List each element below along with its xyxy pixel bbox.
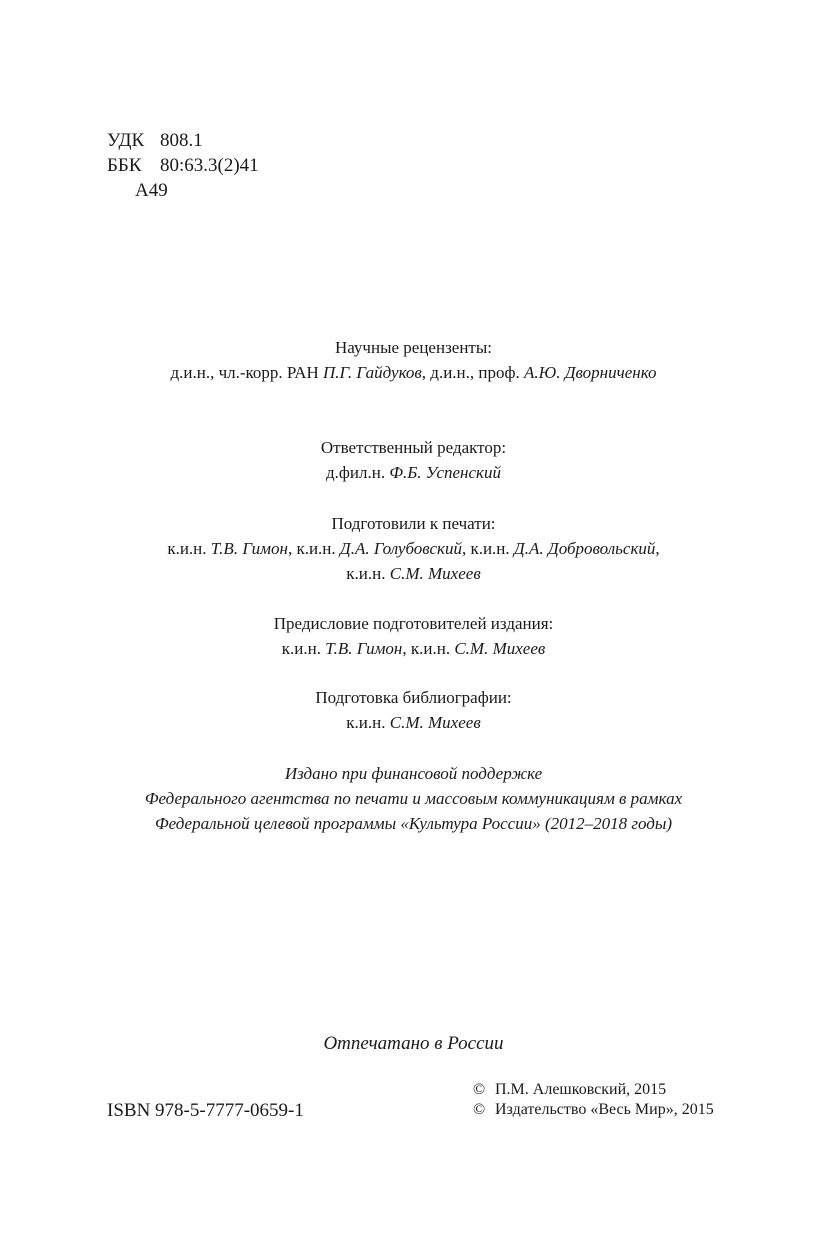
reviewers-degree-1: д.и.н., чл.-корр. РАН xyxy=(170,363,319,382)
bibliography-degree: к.и.н. xyxy=(346,713,386,732)
preface-line xyxy=(0,637,827,661)
udk-label: УДК xyxy=(107,130,145,151)
author-mark: А49 xyxy=(135,180,168,201)
printed-in: Отпечатано в России xyxy=(323,1033,504,1054)
editor-heading: Ответственный редактор: xyxy=(320,438,507,457)
reviewer-name-2: А.Ю. Дворниченко xyxy=(524,363,657,382)
reviewers-heading: Научные рецензенты: xyxy=(334,338,493,357)
prepared-name-1: Т.В. Гимон xyxy=(210,539,288,558)
reviewers-separator: , д.и.н., проф. xyxy=(421,363,520,382)
preface-name-2: С.М. Михеев xyxy=(454,639,546,658)
bbk-label: ББК xyxy=(107,155,142,176)
preface-heading: Предисловие подготовителей издания: xyxy=(273,614,554,633)
editor-name: Ф.Б. Успенский xyxy=(389,463,501,482)
prepared-name-3: Д.А. Добровольский xyxy=(513,539,656,558)
support-line-3: Федеральной целевой программы «Культура России» (2012–2018 годы) xyxy=(154,814,673,833)
prepared-name-4: С.М. Михеев xyxy=(389,564,481,583)
bibliography-line xyxy=(0,711,827,735)
isbn: ISBN 978-5-7777-0659-1 xyxy=(107,1100,304,1121)
preface-degree-1: к.и.н. xyxy=(281,639,321,658)
editor-line xyxy=(0,461,827,485)
reviewer-name-1: П.Г. Гайдуков xyxy=(323,363,422,382)
prepared-degree-3: , к.и.н. xyxy=(461,539,510,558)
preface-name-1: Т.В. Гимон xyxy=(325,639,403,658)
copyright-icon: © xyxy=(473,1101,486,1118)
copyright-publisher: Издательство «Весь Мир», 2015 xyxy=(495,1101,714,1118)
prepared-degree-2: , к.и.н. xyxy=(287,539,336,558)
editor-degree: д.фил.н. xyxy=(326,463,386,482)
udk-value: 808.1 xyxy=(160,130,203,151)
reviewers-line xyxy=(0,361,827,385)
bibliography-name: С.М. Михеев xyxy=(389,713,481,732)
preface-degree-2: , к.и.н. xyxy=(402,639,451,658)
prepared-line-1 xyxy=(0,537,827,561)
prepared-degree-1: к.и.н. xyxy=(167,539,207,558)
bbk-value: 80:63.3(2)41 xyxy=(160,155,259,176)
prepared-trailing-comma: , xyxy=(655,539,660,558)
prepared-degree-4: к.и.н. xyxy=(346,564,386,583)
copyright-line-1 xyxy=(473,1079,666,1101)
prepared-heading: Подготовили к печати: xyxy=(331,514,496,533)
prepared-name-2: Д.А. Голубовский xyxy=(339,539,462,558)
support-line-1: Издано при финансовой поддержке xyxy=(284,764,543,783)
support-line-2: Федерального агентства по печати и массовым коммуникациям в рамках xyxy=(144,789,683,808)
copyright-icon: © xyxy=(473,1081,486,1098)
prepared-line-2 xyxy=(0,562,827,586)
copyright-author: П.М. Алешковский, 2015 xyxy=(495,1081,667,1098)
copyright-line-2 xyxy=(473,1099,714,1121)
bibliography-heading: Подготовка библиографии: xyxy=(315,688,512,707)
